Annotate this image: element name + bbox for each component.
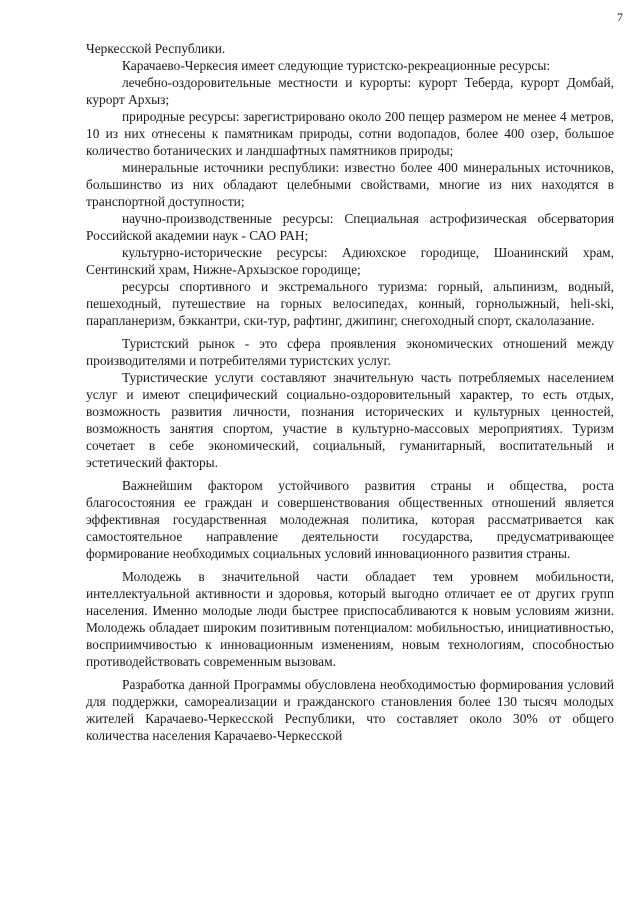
paragraph-sport-tourism: ресурсы спортивного и экстремального туризма: горный, альпинизм, водный, пешеходный, путешествие на горных велосипедах, конный, горнолыжный, heli-ski, парапланеризм, бэккантри, ски-тур, рафтинг, джипинг, снегоходный спорт, скалолазание. [86, 279, 614, 328]
paragraph-youth-policy: Важнейшим фактором устойчивого развития страны и общества, роста благосостояния ее граждан и совершенствования общественных отношений является эффективная государственная молодежная политика, которая рассматривается как самостоятельное направление деятельности государства, предусматривающее формирование необходимых социальных условий инновационного развития страны. [86, 478, 614, 561]
paragraph-tourist-services: Туристические услуги составляют значительную часть потребляемых населением услуг и имеют специфический социально-оздоровительный характер, то есть отдых, возможность развития личности, познания исторических и культурных ценностей, возможность занятия спортом, участие в культурно-массовых мероприятиях. Туризм сочетает в себе экономический, социальный, гуманитарный, воспитательный и эстетический факторы. [86, 370, 614, 470]
page-number: 7 [617, 10, 623, 24]
paragraph-tourist-market: Туристский рынок - это сфера проявления экономических отношений между производителями и потребителями туристских услуг. [86, 336, 614, 368]
paragraph-scientific-resources: научно-производственные ресурсы: Специальная астрофизическая обсерватория Российской академии наук - САО РАН; [86, 211, 614, 243]
document-body [86, 40, 614, 744]
paragraph-resources-intro: Карачаево-Черкесия имеет следующие туристско-рекреационные ресурсы: [122, 58, 551, 73]
paragraph-continuation: Черкесской Республики. [86, 41, 226, 56]
paragraph-resorts: лечебно-оздоровительные местности и курорты: курорт Теберда, курорт Домбай, курорт Архыз; [86, 75, 614, 107]
paragraph-natural-resources: природные ресурсы: зарегистрировано около 200 пещер размером не менее 4 метров, 10 из них отнесены к памятникам природы, сотни водопадов, более 400 озер, большое количество ботанических и ландшафтных памятников природы; [86, 109, 614, 158]
paragraph-mineral-springs: минеральные источники республики: известно более 400 минеральных источников, большинство из них обладают целебными свойствами, многие из них находятся в транспортной доступности; [86, 160, 614, 209]
paragraph-youth-mobility: Молодежь в значительной части обладает тем уровнем мобильности, интеллектуальной активности и здоровья, который выгодно отличает ее от других групп населения. Именно молодые люди быстрее приспосабливаются к новым условиям жизни. Молодежь обладает широким позитивным потенциалом: мобильностью, инициативностью, восприимчивостью к инновационным изменениям, новым технологиям, способностью противодействовать современным вызовам. [86, 569, 614, 669]
paragraph-cultural-resources: культурно-исторические ресурсы: Адиюхское городище, Шоанинский храм, Сентинский храм, Нижне-Архызское городище; [86, 245, 614, 277]
paragraph-program-rationale: Разработка данной Программы обусловлена необходимостью формирования условий для поддержки, самореализации и гражданского становления более 130 тысяч молодых жителей Карачаево-Черкесской Республики, что составляет около 30% от общего количества населения Карачаево-Черкесской [86, 677, 614, 743]
